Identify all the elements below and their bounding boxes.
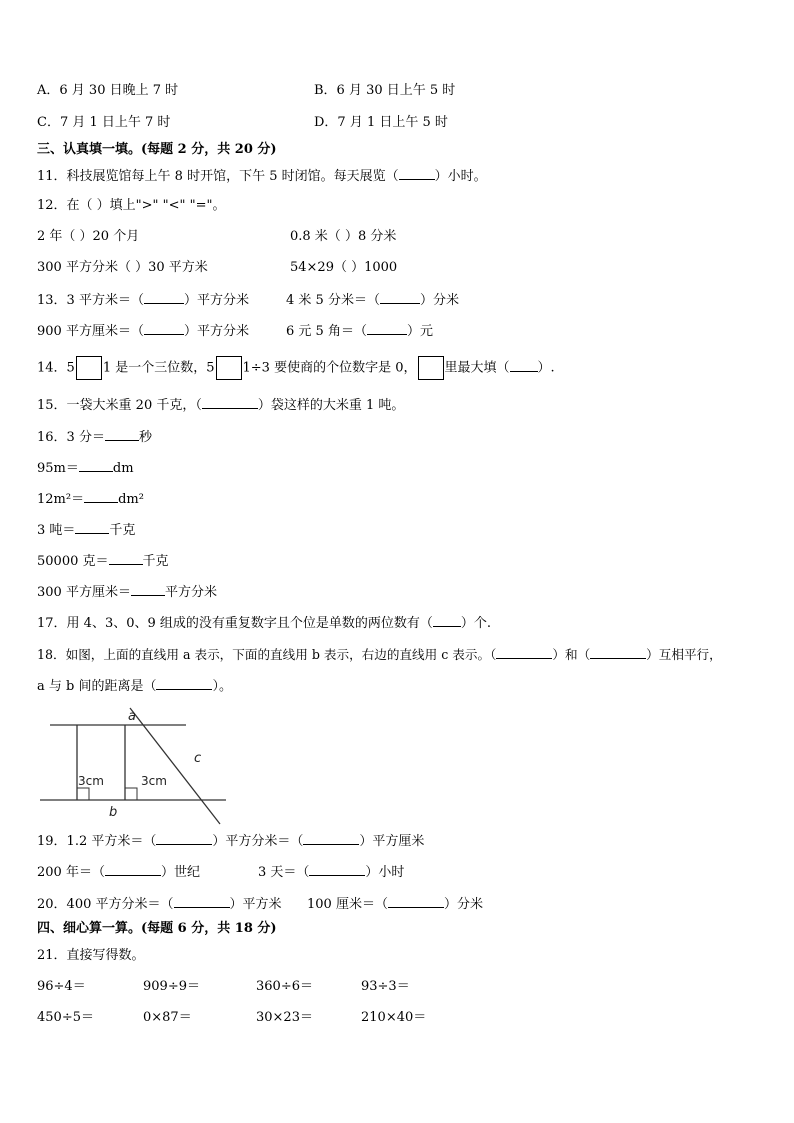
q13-3-pre: 900 平方厘米＝（	[37, 324, 144, 339]
q16-line-6	[37, 583, 217, 601]
q16-1-blank[interactable]	[105, 428, 139, 441]
q16-5-post: 千克	[142, 554, 169, 569]
q13-1-pre: 13．3 平方米＝（	[37, 293, 144, 308]
q16-6-pre: 300 平方厘米＝	[37, 585, 131, 600]
q21-calc-8: 210×40＝	[361, 1010, 427, 1025]
question-17	[37, 614, 491, 632]
q16-line-2	[37, 459, 134, 477]
parallel-lines-figure	[36, 700, 236, 825]
label-a: a	[128, 709, 136, 724]
q20-blank-1[interactable]	[174, 895, 230, 908]
q19-blank-2[interactable]	[303, 832, 359, 845]
q16-4-pre: 3 吨＝	[37, 523, 76, 538]
section-4-title: 四、细心算一算。(每题 6 分，共 18 分)	[37, 921, 277, 936]
q13-1-post: ）平方分米	[183, 293, 249, 308]
q12-item-2: 0.8 米（ ）8 分米	[290, 229, 397, 244]
q16-2-post: dm	[112, 461, 134, 476]
q17-text: 17．用 4、3、0、9 组成的没有重复数字且个位是单数的两位数有（	[37, 616, 433, 631]
q13-2-blank[interactable]	[380, 291, 420, 304]
q19-text-4: 200 年＝（	[37, 865, 105, 880]
q19-text-2: ）平方分米＝（	[212, 834, 304, 849]
q19-item-2	[37, 863, 200, 881]
q14-box-1[interactable]	[76, 356, 102, 380]
question-11	[37, 167, 487, 185]
q14-text-4: 里最大填（	[444, 360, 510, 376]
question-14	[37, 356, 555, 381]
q14-blank[interactable]	[510, 359, 538, 372]
q16-5-pre: 50000 克＝	[37, 554, 109, 569]
q18-text-2: ）和（	[552, 647, 591, 662]
q13-2-post: ）分米	[419, 293, 459, 308]
q15-text: 15．一袋大米重 20 千克，（	[37, 398, 202, 413]
q16-line-3	[37, 490, 144, 508]
q15-text-end: ）袋这样的大米重 1 吨。	[257, 398, 405, 413]
q16-1-pre: 16．3 分＝	[37, 430, 105, 445]
q11-text-end: ）小时。	[434, 169, 487, 184]
q19-text-5: ）世纪	[160, 865, 200, 880]
label-c: c	[194, 751, 202, 766]
q13-item-1	[37, 291, 249, 309]
q20-text-2: ）平方米	[229, 897, 282, 912]
q18-text-5: ）。	[212, 679, 232, 694]
option-a: A．6 月 30 日晚上 7 时	[37, 83, 179, 98]
q13-item-3	[37, 322, 249, 340]
q16-1-post: 秒	[138, 430, 152, 445]
q21-calc-7: 30×23＝	[256, 1010, 313, 1025]
q21-calc-6: 0×87＝	[143, 1010, 192, 1025]
q17-text-end: ）个.	[460, 616, 492, 631]
q19-item-3	[258, 863, 404, 881]
right-angle-mark-1	[77, 788, 89, 800]
dimension-label-2: 3cm	[141, 774, 167, 788]
q19-text-7: ）小时	[365, 865, 405, 880]
q19-text-6: 3 天＝（	[258, 865, 310, 880]
option-b: B．6 月 30 日上午 5 时	[314, 83, 456, 98]
q16-4-blank[interactable]	[75, 521, 109, 534]
q14-text-5: ）.	[537, 360, 555, 376]
q21-calc-3: 360÷6＝	[256, 979, 313, 994]
q16-6-post: 平方分米	[164, 585, 217, 600]
q20-text-4: ）分米	[443, 897, 483, 912]
q12-item-3: 300 平方分米（ ）30 平方米	[37, 260, 208, 275]
q21-calc-2: 909÷9＝	[143, 979, 200, 994]
q14-text-1: 14．5	[37, 360, 75, 376]
q21-calc-5: 450÷5＝	[37, 1010, 94, 1025]
q19-text-3: ）平方厘米	[359, 834, 425, 849]
q11-text: 11．科技展览馆每上午 8 时开馆，下午 5 时闭馆。每天展览（	[37, 169, 399, 184]
q14-text-2: 1 是一个三位数，5	[102, 360, 215, 376]
q21-calc-1: 96÷4＝	[37, 979, 86, 994]
q13-item-2	[286, 291, 459, 309]
q14-box-2[interactable]	[216, 356, 242, 380]
q13-1-blank[interactable]	[144, 291, 184, 304]
q13-3-post: ）平方分米	[183, 324, 249, 339]
q16-3-blank[interactable]	[84, 490, 118, 503]
q16-line-1	[37, 428, 152, 446]
question-21: 21．直接写得数。	[37, 948, 145, 963]
question-15	[37, 396, 404, 414]
q19-text-1: 19．1.2 平方米＝（	[37, 834, 157, 849]
question-12: 12．在（ ）填上">" "<" "="。	[37, 198, 226, 213]
q19-blank-1[interactable]	[156, 832, 212, 845]
q21-calc-4: 93÷3＝	[361, 979, 410, 994]
q14-text-3: 1÷3 要使商的个位数字是 0，	[242, 360, 417, 376]
q12-item-1: 2 年（ ）20 个月	[37, 229, 140, 244]
q14-box-3[interactable]	[418, 356, 444, 380]
q18-blank-3[interactable]	[156, 677, 212, 690]
q18-blank-2[interactable]	[590, 646, 646, 659]
q12-item-4: 54×29（ ）1000	[290, 260, 398, 275]
q19-blank-4[interactable]	[309, 863, 365, 876]
option-d: D．7 月 1 日上午 5 时	[314, 115, 448, 130]
q13-4-blank[interactable]	[367, 322, 407, 335]
q13-2-pre: 4 米 5 分米＝（	[286, 293, 380, 308]
q16-line-4	[37, 521, 135, 539]
q15-blank[interactable]	[202, 396, 258, 409]
q13-4-post: ）元	[406, 324, 433, 339]
dimension-label-1: 3cm	[78, 774, 104, 788]
q13-item-4	[286, 322, 433, 340]
q18-blank-1[interactable]	[496, 646, 552, 659]
q16-2-pre: 95m＝	[37, 461, 79, 476]
question-18-line-1	[37, 646, 722, 663]
option-c: C．7 月 1 日上午 7 时	[37, 115, 171, 130]
q16-6-blank[interactable]	[131, 583, 165, 596]
right-angle-mark-2	[125, 788, 137, 800]
q18-text-1: 18．如图，上面的直线用 a 表示，下面的直线用 b 表示，右边的直线用 c 表示。（	[37, 647, 497, 662]
q17-blank[interactable]	[433, 614, 461, 627]
q20-text-1: 20．400 平方分米＝（	[37, 897, 174, 912]
q16-2-blank[interactable]	[79, 459, 113, 472]
q16-3-pre: 12m²＝	[37, 492, 85, 507]
q19-blank-3[interactable]	[105, 863, 161, 876]
question-19	[37, 832, 424, 850]
q11-blank[interactable]	[399, 167, 435, 180]
q16-line-5	[37, 552, 169, 570]
q16-4-post: 千克	[109, 523, 136, 538]
q13-4-pre: 6 元 5 角＝（	[286, 324, 367, 339]
question-18-line-2	[37, 677, 232, 695]
q20-blank-2[interactable]	[388, 895, 444, 908]
q13-3-blank[interactable]	[144, 322, 184, 335]
section-3-title: 三、认真填一填。(每题 2 分，共 20 分)	[37, 142, 277, 157]
q20-item-1	[37, 895, 282, 913]
q18-text-3: ）互相平行，	[646, 647, 722, 662]
q16-5-blank[interactable]	[109, 552, 143, 565]
q20-item-2	[307, 895, 483, 913]
q18-text-4: a 与 b 间的距离是（	[37, 679, 157, 694]
label-b: b	[109, 805, 118, 820]
q16-3-post: dm²	[118, 492, 144, 507]
q20-text-3: 100 厘米＝（	[307, 897, 388, 912]
